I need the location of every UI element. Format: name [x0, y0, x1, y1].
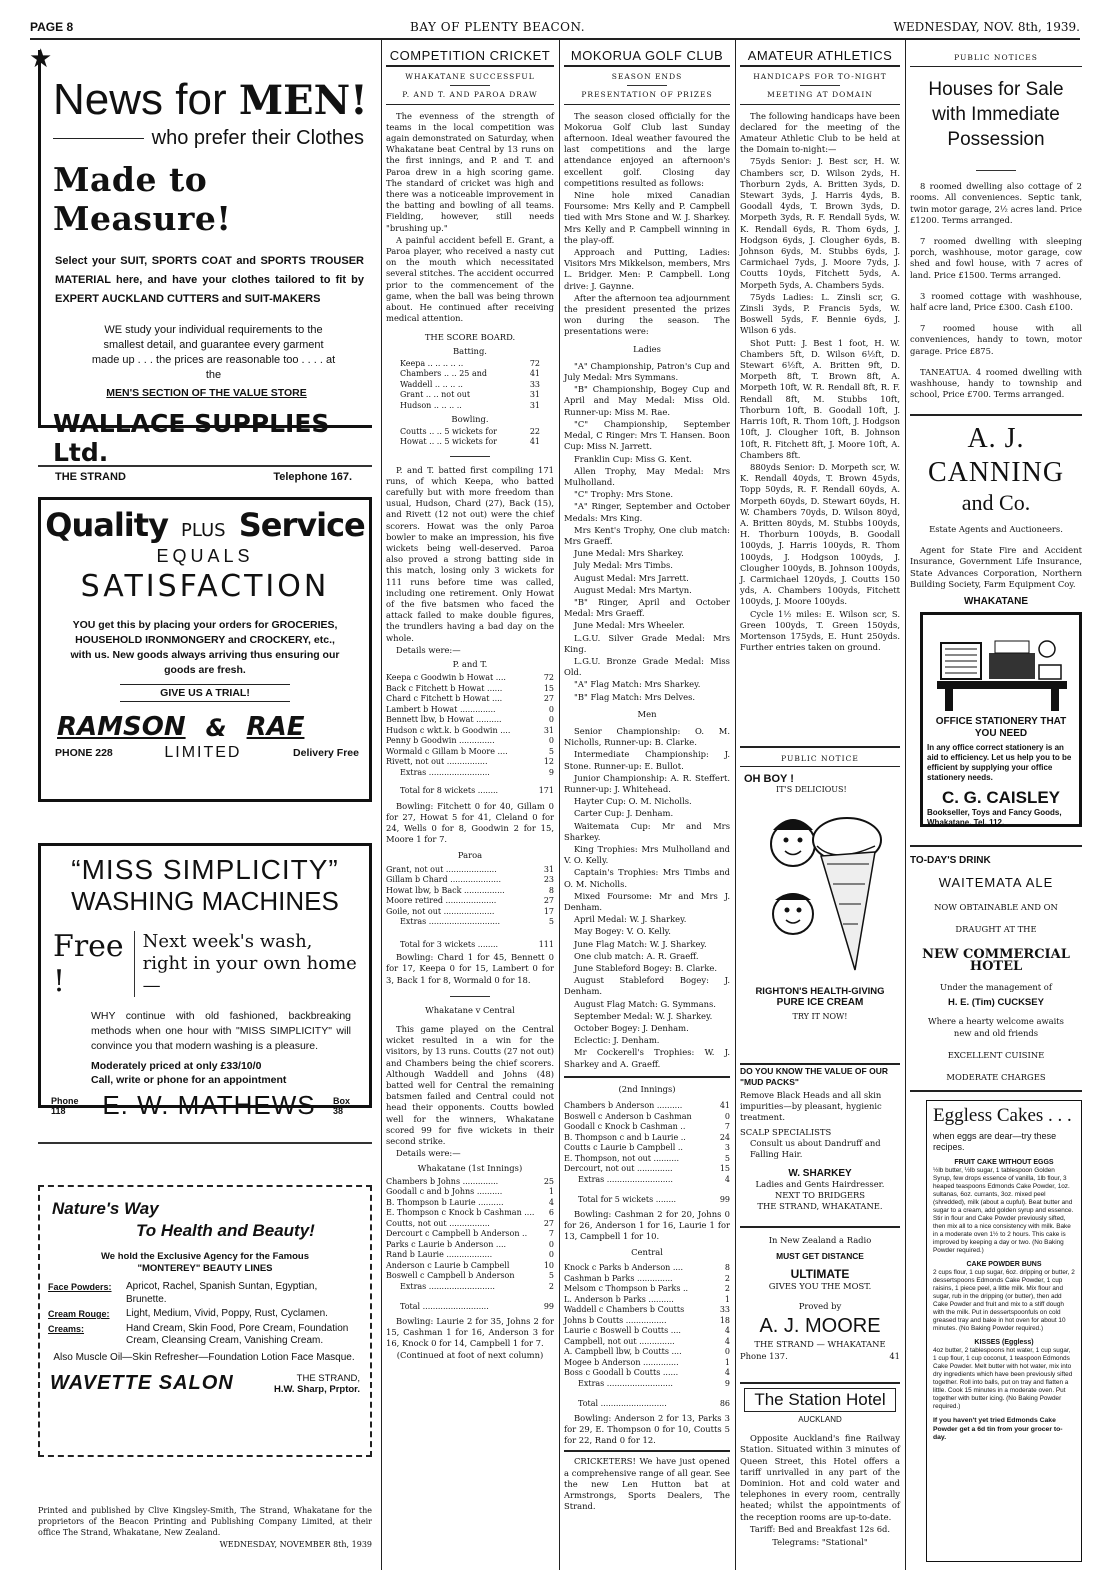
ad-wavette-text-creams: Hand Cream, Skin Food, Pore Cream, Foundation Cream, Cleansing Cream, Vanishing Cream.: [126, 1322, 349, 1346]
hotel-now: NOW OBTAINABLE AND ON: [934, 902, 1058, 912]
score-row: Melsom c Thompson b Parks .. 2: [564, 1284, 730, 1294]
imprint-date: WEDNESDAY, NOVEMBER 8th, 1939: [219, 1540, 372, 1549]
athletics-p4: Shot Putt: J. Best 1 foot, H. W. Chambers 5ft, D. Wilson 6½ft, D. Stewart 6½ft, A. Britten 9ft, D. Morpeth 8ft, T. Brown 8ft, A. Morpeth 10ft, W. R. Rendall 8ft, R. F. Rendall 8ft, M. Stubbs 10ft, Thorburn 10ft, B. Goodall 10ft, J. Harris 10ft, R. Thom 10ft, J. Hodgson 10ft, J. Clougher 10ft, B. Johnson 10ft, R. Fitchett 8ft, J. Moore 10ft, A. Chambers 8ft.: [740, 337, 900, 460]
ad-men-phone: Telephone 167.: [273, 471, 352, 483]
canning-role: Estate Agents and Auctioneers.: [929, 524, 1063, 534]
ad-eggless-cakes: [926, 1100, 1082, 1562]
cricket-batting: Batting.: [453, 345, 487, 356]
ad-men-body: Select your SUIT, SPORTS COAT and SPORTS TROUSER MATERIAL here, and have your clothes tailored to fit by EXPERT AUCKLAND CUTTERS and SUIT-MAKERS: [55, 255, 364, 305]
athletics-heading: AMATEUR ATHLETICS: [747, 48, 893, 63]
score-row: Goodall c and b Johns .......... 1: [386, 1187, 554, 1197]
pt-bowling: Bowling: Fitchett 0 for 40, Gillam 0 for 27, Howat 5 for 41, Cleland 0 for 24, Wells 0 for 8, Goodwin 2 for 15, Moore 1 for 7.: [386, 800, 554, 845]
ad-caisley: [920, 612, 1082, 827]
prize-item: July Medal: Mrs Timbs.: [574, 560, 673, 571]
prize-item: "C" Trophy: Mrs Stone.: [574, 489, 674, 500]
ad-plus: PLUS: [181, 520, 226, 541]
prize-item: Junior Championship: A. R. Steffert. Runner-up: J. Whitehead.: [564, 772, 730, 794]
ad-radio: [740, 1234, 900, 1382]
ad-wavette-text-rouge: Light, Medium, Vivid, Poppy, Rust, Cyclamen.: [126, 1308, 328, 1319]
righton-try: TRY IT NOW!: [792, 1012, 848, 1021]
ad-ramson-delivery: Delivery Free: [293, 747, 359, 759]
score-row: Boswell c Campbell b Anderson 5: [386, 1271, 554, 1281]
ad-simplicity-box: Box 38: [332, 1095, 350, 1116]
cricket-sub1: WHAKATANE SUCCESSFUL: [405, 72, 535, 82]
issue-date: WEDNESDAY, NOV. 8th, 1939.: [893, 20, 1080, 34]
notice-item: 8 roomed dwelling also cottage of 2 rooms. All conveniences. Septic tank, twin motor garage, 2½ acres land. Price £1200. Terms arranged.: [910, 181, 1082, 225]
notice-item: 7 roomed house with all conveniences, handy to town, motor garage. Price £875.: [910, 323, 1082, 356]
cricketers-notice: CRICKETERS! We have just opened a comprehensive range of all gear. See the new Len Hutton bat at Armstrongs, Sports Dealers, The Strand.: [564, 1456, 730, 1512]
mudpacks-street: THE STRAND, WHAKATANE.: [757, 1201, 883, 1211]
hotel-charges: MODERATE CHARGES: [946, 1072, 1046, 1082]
score-row: Extras .......................... 2: [400, 1281, 554, 1291]
prize-item: Franklin Cup: Miss G. Kent.: [574, 453, 692, 464]
eggless-sub: when eggs are dear—try these recipes.: [933, 1131, 1057, 1152]
delicious: IT'S DELICIOUS!: [776, 785, 847, 794]
score-row: Cashman b Parks .............. 2: [564, 1273, 730, 1283]
prize-item: August Medal: Mrs Martyn.: [574, 584, 692, 595]
ad-ramson-name1: RAMSON: [57, 712, 186, 742]
ad-miss-simplicity: [38, 843, 372, 1120]
score-total: Total for 8 wickets ........ 171: [400, 786, 554, 796]
cricket-p4: This game played on the Central wicket resulted in a win for the visitors, by 13 runs. Coutts (27 not out) and Chambers being the chief scorers. Although Waddell and Johns (48) batted well for Central the remaining batsmen failed and Central could not head their opponents. Coutts bowled well for the winners, Whakatane scored 99 for five wickets in their second strike.: [386, 1024, 554, 1147]
prize-item: "A" Flag Match: Mrs Sharkey.: [574, 679, 701, 690]
ad-simplicity-call: Call, write or phone for an appointment: [91, 1074, 287, 1086]
prize-item: "A" Championship, Patron's Cup and July Medal: Mrs Symmans.: [564, 360, 730, 383]
ad-men-firm: WALLACE SUPPLIES Ltd.: [53, 409, 330, 467]
station-tariff: Tariff: Bed and Breakfast 12s 6d.: [749, 1523, 891, 1534]
prize-item: Captain's Trophies: Mrs Timbs and O. M. Nicholls.: [564, 867, 730, 889]
ad-wavette-text-powders: Apricot, Rachel, Spanish Suntan, Egyptian, Brunette.: [126, 1281, 318, 1305]
recipe2: 2 cups flour, 1 cup sugar, 6oz. dripping or butter, 2 dessertspoons Edmonds Cake Powder, 1 cup raisins, 1 piece peel, a little milk. Mix flour and sugar, rub in the dripping (or butter), then add Cake Powder and fruit and mix to a stiff dough with the milk. Put in dessertspoonfuls on cold greased tray and bake in hot oven for about 10 minutes. (No Baking Powder required.): [933, 1269, 1075, 1332]
golf-p1: The season closed officially for the Mokorua Golf Club last Sunday afternoon. Ideal weather favoured the last competitions and the large attendance enjoyed an afternoon's excellent golf. Closing day competitions resulted as follows:: [564, 110, 730, 188]
score-row: Dercourt, not out .............. 15: [564, 1164, 730, 1174]
score-row: Waddell c Chambers b Coutts 33: [564, 1305, 730, 1315]
paroa-bowling: Bowling: Chard 1 for 45, Bennett 0 for 17, Keepa 0 for 15, Lambert 0 for 3, Back 1 for 8, Wormald 0 for 18.: [386, 952, 554, 985]
ad-ramson-phone: PHONE 228: [55, 747, 113, 759]
prize-item: Mr Cockerell's Trophies: W. J. Sharkey and A. Graeff.: [564, 1047, 730, 1069]
ad-wavette-addr1: THE STRAND,: [296, 1372, 360, 1384]
batting-row: Grant .. .. not out 31: [400, 390, 540, 400]
hotel-welcome: Where a hearty welcome awaits new and old friends: [928, 1016, 1064, 1038]
station-name: The Station Hotel: [744, 1388, 896, 1412]
notices-title: PUBLIC NOTICES: [954, 53, 1038, 62]
w1-bowling: Bowling: Laurie 2 for 35, Johns 2 for 15, Cashman 1 for 16, Anderson 3 for 16, Knock 0 for 14, Campbell 1 for 7.: [386, 1315, 554, 1349]
score-total: Total for 3 wickets ........ 111: [400, 939, 554, 949]
score-row: Chard c Fitchett b Howat .... 27: [386, 694, 554, 704]
cricket-bowling: Bowling.: [451, 414, 489, 425]
mudpacks-scalp: SCALP SPECIALISTS: [740, 1127, 832, 1137]
ad-ice-cream: [740, 750, 900, 1040]
mudpacks-body: Remove Black Heads and all skin impurities—by pleasant, hygienic treatment.: [740, 1090, 882, 1122]
score-row: Boswell c Anderson b Cashman 0: [564, 1111, 730, 1121]
righton-brand2: PURE ICE CREAM: [776, 997, 864, 1008]
score-row: A. Campbell lbw, b Coutts .... 0: [564, 1347, 730, 1357]
ad-men-headline: Made to Measure!: [53, 160, 232, 238]
radio-l2: MUST GET DISTANCE: [776, 1251, 864, 1261]
score-row: Knock c Parks b Anderson .... 8: [564, 1263, 730, 1273]
ad-simplicity-next: Next week's wash, right in your own home —: [134, 931, 361, 997]
eggless-title: Eggless Cakes . . .: [933, 1105, 1072, 1126]
prize-item: King Trophies: Mrs Mulholland and V. O. Kelly.: [564, 844, 730, 866]
ad-satisfaction: SATISFACTION: [80, 569, 330, 604]
batting-row: Hudson .. .. .. .. 31: [400, 400, 540, 410]
notice-item: 7 roomed dwelling with sleeping porch, washhouse, motor garage, cow shed and fowl house, with 7 acres of land. Price £1500. Terms arranged.: [910, 236, 1082, 280]
athletics-p5: 880yds Senior: D. Morpeth scr, W. K. Rendall 40yds, T. Brown 45yds, Topp 50yds, R. F. Rendall 60yds, A. Morpeth 60yds, D. Stewart 60yds, H. W. Chambers 70yds, D. Wilson 80yd, A. Britten 80yds, M. Stubbs 100yds, H. Thorburn 100yds, B. Goodall 100yds, J. Harris 100yds, R. Thom 100yds, J. Hodgson 100yds, J. Clougher 100yds, B. Johnson 100yds, J. Carmichael 120yds, J. Coutts 150 yds, A. Chambers 100yds, Fitchett 100yds, J. Moore 100yds.: [740, 461, 900, 607]
score-row: Extras .......................... 4: [578, 1174, 730, 1184]
station-city: AUCKLAND: [798, 1415, 842, 1424]
imprint: [38, 1505, 372, 1567]
ad-ramson-body: YOU get this by placing your orders for GROCERIES, HOUSEHOLD IRONMONGERY and CROCKERY, etc., with us. New goods always arriving thus ensuring our goods are fresh.: [70, 619, 340, 676]
ad-wavette-agency: We hold the Exclusive Agency for the Famous "MONTEREY" BEAUTY LINES: [101, 1251, 309, 1274]
ad-service: Service: [238, 506, 365, 544]
score-row: Hudson c wkt.k. b Goodwin .... 31: [386, 725, 554, 735]
ad-wavette-addr2: H.W. Sharp, Prptor.: [273, 1383, 360, 1395]
ad-ramson-name2: RAE: [246, 712, 305, 742]
cricket-heading: COMPETITION CRICKET: [389, 48, 551, 63]
athletics-sub2: MEETING AT DOMAIN: [767, 90, 873, 100]
score-row: Coutts c Laurie b Campbell .. 3: [564, 1143, 730, 1153]
hotel-ale: WAITEMATA ALE: [938, 875, 1054, 890]
recipe1-title: FRUIT CAKE WITHOUT EGGS: [954, 1159, 1054, 1166]
score-row: B. Thompson c and b Laurie .. 24: [564, 1132, 730, 1142]
score-row: Lambert b Howat .............. 0: [386, 704, 554, 714]
ad-men-section: MEN'S SECTION OF THE VALUE STORE: [106, 387, 307, 399]
radio-num: 41: [889, 1351, 900, 1361]
central-heading: Central: [631, 1247, 663, 1258]
caisley-head: OFFICE STATIONERY THAT YOU NEED: [935, 716, 1067, 739]
radio-phone: Phone 137.: [740, 1351, 788, 1361]
ad-simplicity-price: Moderately priced at only £33/10/0: [91, 1060, 262, 1072]
ad-simplicity-free: Free !: [53, 929, 124, 999]
cricket-details2: Details were:—: [396, 1148, 461, 1159]
hotel-drink: TO-DAY'S DRINK: [910, 855, 991, 866]
score-row: Back c Fitchett b Howat ...... 15: [386, 683, 554, 693]
prize-item: L.G.U. Silver Grade Medal: Mrs King.: [564, 632, 730, 654]
caisley-body: In any office correct stationery is an aid to efficiency. Let us help you to be efficient by supplying your office stationery needs.: [927, 743, 1072, 782]
golf-p2: Nine hole mixed Canadian Foursome: Mrs Kelly and P. Campbell tied with Mrs Stone and W. J. Sharkey. Mrs Kelly and P. Campbell winning in the play-off.: [564, 190, 730, 245]
prize-item: June Medal: Mrs Sharkey.: [574, 548, 684, 559]
prize-item: Mrs Kent's Trophy, One club match: Mrs Graeff.: [564, 524, 730, 546]
hotel-mgmt: Under the management of: [940, 982, 1052, 992]
golf-sub2: PRESENTATION OF PRIZES: [581, 90, 713, 100]
score-row: Goile, not out .................... 17: [386, 906, 554, 916]
prize-item: June Stableford Bogey: B. Clarke.: [574, 963, 718, 974]
wc-heading: Whakatane v Central: [425, 1004, 515, 1015]
score-row: Grant, not out .................... 31: [386, 864, 554, 874]
canning-name1: A. J. CANNING: [927, 423, 1065, 488]
bowling-row: Howat .. .. 5 wickets for 41: [400, 437, 540, 447]
central-bowling: Bowling: Anderson 2 for 13, Parks 3 for 29, E. Thompson 0 for 10, Coutts 5 for 22, Rand 0 for 12.: [564, 1412, 730, 1446]
golf-p3: Approach and Putting, Ladies: Visitors Mrs Mikkelson, members, Mrs L. Bridger. Men: P. Campbell. Long drive: J. Gaynne.: [564, 247, 730, 291]
masthead: [30, 20, 1080, 38]
score-row: Penny b Goodwin .............. 0: [386, 736, 554, 746]
ad-wavette-label-creams: Creams:: [48, 1323, 85, 1334]
score-row: Mogee b Anderson .............. 1: [564, 1357, 730, 1367]
ad-quality: Quality: [45, 506, 168, 544]
ad-ramson-rae: [38, 497, 372, 802]
hotel-mgr: H. E. (Tim) CUCKSEY: [948, 997, 1044, 1008]
column-cricket: [386, 46, 554, 1566]
score-row: B. Thompson b Laurie .......... 4: [386, 1197, 554, 1207]
mudpacks-name: W. SHARKEY: [788, 1168, 852, 1179]
score-row: Johns b Coutts ................ 18: [564, 1315, 730, 1325]
athletics-p6: Cycle 1½ miles: E. Wilson scr, S. Green 100yds, T. Green 150yds, Mortenson 175yds, E. Hunt 250yds. Further entries taken on ground.: [740, 608, 900, 653]
prize-item: "A" Ringer, September and October Medals: Mrs King.: [564, 501, 730, 523]
score-row: Coutts, not out ................ 27: [386, 1218, 554, 1228]
ad-wavette-label-rouge: Cream Rouge:: [48, 1309, 110, 1319]
ad-wavette-salon: [38, 1185, 372, 1457]
canning-name2: and Co.: [961, 490, 1031, 515]
hotel-cuisine: EXCELLENT CUISINE: [947, 1050, 1045, 1060]
recipe3: 4oz butter, 2 tablespoons hot water, 1 cup sugar, 1 cup flour, 1 cup coconut, 1 teaspoon Edmonds Cake Powder. Melt butter with hot water, mix into dry ingredients which have been previously sifted together. Roll into balls, put on tray and flatten a little. Cook 15 minutes in a moderate oven. Put together with butter icing. (No Baking Powder required.): [933, 1347, 1073, 1410]
batting-row: Keepa .. .. .. .. .. 72: [400, 358, 540, 368]
eggless-end: If you haven't yet tried Edmonds Cake Powder get a 6d tin from your grocer to-day.: [933, 1417, 1063, 1441]
score-row: Anderson c Laurie b Campbell 10: [386, 1260, 554, 1270]
score-row: Extras .......................... 9: [578, 1378, 730, 1388]
score-total: Total for 5 wickets ........ 99: [578, 1195, 730, 1205]
golf-p4: After the afternoon tea adjournment the president presented the prizes won during the season. The presentations were:: [564, 292, 730, 337]
prize-item: September Medal: W. J. Sharkey.: [574, 1010, 713, 1021]
cricket-p1: The evenness of the strength of teams in the local competition was again demonstrated on Saturday, when Whakatane beat Central by 13 runs on the first innings, and P. and T. and Paroa drew in a high scoring game. The standard of cricket was high and there was a noticeable improvement in the batting and bowling of all teams. Fielding, however, still needs "brushing up.": [386, 110, 554, 233]
canning-body: Agent for State Fire and Accident Insurance, Government Life Insurance, State Advances Corporation, Northern Building Society, Farm Equipment Coy.: [910, 545, 1082, 589]
prize-item: "B" Ringer, April and October Medal: Mrs Graeff.: [564, 596, 730, 619]
ad-men-title: News for: [53, 75, 239, 124]
ad-men-street: THE STRAND: [55, 471, 126, 483]
notices-houses: Houses for Sale with Immediate Possession: [928, 79, 1064, 151]
mudpacks-next: NEXT TO BRIDGERS: [774, 1190, 866, 1200]
caisley-role: Bookseller, Toys and Fancy Goods, Whakatane. Tel. 112.: [927, 808, 1062, 827]
prize-item: April Medal: W. J. Sharkey.: [574, 914, 687, 925]
mudpacks-consult: Consult us about Dandruff and Falling Hair.: [750, 1138, 881, 1159]
station-body: Opposite Auckland's fine Railway Station. Situated within 3 minutes of Queen Street, this Hotel offers a tariff unrivalled in any part of the Dominion. Hot and cold water and telephones in every room, centrally heated; whilst the appointments of the reception rooms are up-to-date.: [740, 1433, 900, 1522]
score-row: Moore retired .................... 27: [386, 896, 554, 906]
score-row: Extras ........................ 9: [400, 767, 554, 777]
ad-simplicity-title2: WASHING MACHINES: [71, 886, 339, 916]
radio-name: A. J. MOORE: [759, 1315, 881, 1337]
ad-ramson-amp: &: [205, 714, 227, 742]
ad-ramson-trial: GIVE US A TRIAL!: [120, 684, 290, 702]
hotel-name: NEW COMMERCIAL HOTEL: [922, 947, 1070, 974]
canning-town: WHAKATANE: [963, 596, 1029, 608]
score-row: E. Thompson c Knock b Cashman .... 6: [386, 1208, 554, 1218]
prize-item: "B" Championship, Bogey Cup and April and May Medal: Miss Old. Runner-up: Miss M. Rae.: [564, 384, 730, 417]
prize-item: June Flag Match: W. J. Sharkey.: [574, 938, 707, 949]
ad-canning: [910, 422, 1082, 608]
typewriter-illustration: [927, 619, 1077, 714]
ad-commercial-hotel: [910, 855, 1082, 1080]
batting-row: Chambers .. .. 25 and 41: [400, 369, 540, 379]
prize-item: May Bogey: V. O. Kelly.: [574, 926, 671, 937]
ad-mud-packs: [740, 1066, 900, 1216]
score-row: L. Anderson b Parks .......... 1: [564, 1294, 730, 1304]
athletics-p3: 75yds Ladies: L. Zinsli scr, G. Zinsli 3yds, P. Francis 5yds, W. Boswell 5yds, F. Bennie 6yds, J. Wilson 6 yds.: [740, 291, 900, 336]
cricket-scoreboard: THE SCORE BOARD.: [424, 332, 516, 343]
score-row: Wormald c Gillam b Moore .... 5: [386, 746, 554, 756]
prize-item: Hayter Cup: O. M. Nicholls.: [574, 796, 692, 807]
ad-station-hotel: [740, 1386, 900, 1568]
score-row: Rivett, not out ................ 12: [386, 757, 554, 767]
radio-l3: ULTIMATE: [790, 1267, 850, 1281]
prize-item: Intermediate Championship: J. Stone. Runner-up: E. Bullot.: [564, 749, 730, 771]
score-row: Rand b Laurie .................. 0: [386, 1250, 554, 1260]
notice-item: 3 roomed cottage with washhouse, half acre land, Price £300. Cash £100.: [910, 290, 1082, 313]
ad-men-title-bold: MEN!: [238, 77, 368, 124]
column-athletics: [740, 46, 900, 746]
athletics-p1: The following handicaps have been declared for the meeting of the Amateur Athletic Club to be held at the Domain to-night:—: [740, 110, 900, 155]
paper-name: BAY OF PLENTY BEACON.: [410, 20, 586, 34]
score-row: E. Thompson, not out .......... 5: [564, 1153, 730, 1163]
star-icon: ★: [29, 44, 53, 74]
pt-heading: P. and T.: [452, 659, 488, 670]
prize-item: Mixed Foursome: Mr and Mrs J. Denham.: [564, 890, 730, 913]
ad-simplicity-phone: Phone 118: [51, 1095, 79, 1116]
cricket2-bowling: Bowling: Cashman 2 for 20, Johns 0 for 26, Anderson 1 for 16, Laurie 1 for 13, Campbell 1 for 10.: [564, 1208, 730, 1241]
prize-item: October Bogey: J. Denham.: [574, 1023, 689, 1034]
column-golf: [564, 46, 730, 1566]
page-number: PAGE 8: [30, 20, 74, 34]
score-row: Laurie c Boswell b Coutts .... 4: [564, 1326, 730, 1336]
prize-item: August Stableford Bogey: J. Denham.: [564, 975, 730, 997]
paroa-heading: Paroa: [457, 849, 483, 860]
athletics-p2: 75yds Senior: J. Best scr, H. W. Chambers scr, D. Wilson 2yds, H. Thorburn 2yds, A. Britten 3yds, D. Stewart 3yds, J. Harris 4yds, B. Goodall 4yds, T. Brown 3yds, D. Morpeth 3yds, R. F. Rendall 5yds, W. K. Rendall 6yds, R. Thom 6yds, J. Hodgson 6yds, J. Clougher 6yds, B. Johnson 6yds, M. Stubbs 6yds, J. Carmichael 7yds, J. Moore 7yds, J. Coutts 10yds, Fitchett 5yds, A. Morpeth 5yds, A. Chambers 5yds.: [740, 156, 900, 290]
ad-wavette-also: Also Muscle Oil—Skin Refresher—Foundation Lotion Face Masque.: [53, 1351, 355, 1363]
prize-item: "B" Flag Match: Mrs Delves.: [574, 691, 696, 702]
caisley-name: C. G. CAISLEY: [941, 788, 1061, 807]
w1-heading: Whakatane (1st Innings): [417, 1162, 523, 1173]
ad-wavette-salon-name: WAVETTE SALON: [50, 1372, 234, 1394]
golf-heading: MOKORUA GOLF CLUB: [570, 48, 724, 63]
radio-l4: GIVES YOU THE MOST.: [768, 1281, 872, 1291]
ad-ramson-limited: LIMITED: [164, 744, 242, 761]
ad-wavette-title2: To Health and Beauty!: [136, 1221, 315, 1240]
score-row: Chambers b Johns .............. 25: [386, 1176, 554, 1186]
station-tele: Telegrams: "Stational": [772, 1537, 868, 1548]
batting-row: Waddell .. .. .. .. 33: [400, 379, 540, 389]
cricket-p2: A painful accident befell E. Grant, a Paroa player, who received a nasty cut on the mouth which necessitated several stitches. The accident occurred prior to the commencement of the game, when the ball was being thrown about. He continued after receiving medical attention.: [386, 234, 554, 324]
column-notices: [910, 46, 1082, 400]
ad-simplicity-title1: “MISS SIMPLICITY”: [71, 854, 339, 885]
prize-item: Senior Championship: O. M. Nicholls, Runner-up: B. Clarke.: [564, 725, 730, 748]
notice-item: TANEATUA. 4 roomed dwelling with washhouse, handy to township and school, Price £700. Terms arranged.: [910, 366, 1082, 400]
score-row: Howat lbw, b Back ................ 8: [386, 885, 554, 895]
radio-l1: In New Zealand a Radio: [768, 1235, 872, 1245]
score-row: Bennett lbw, b Howat .......... 0: [386, 715, 554, 725]
ad-wavette-title1: Nature's Way: [52, 1199, 159, 1218]
ad-simplicity-body: WHY continue with old fashioned, backbreaking methods when one hour with "MISS SIMPLICITY" will convince you that modern washing is a pleasure.: [91, 1010, 351, 1052]
cricket-continued: (Continued at foot of next column): [396, 1350, 544, 1361]
prize-item: Allen Trophy, May Medal: Mrs Mulholland.: [564, 465, 730, 487]
cricket-details: Details were:—: [396, 644, 461, 655]
cricket-p3: P. and T. batted first compiling 171 runs, of which Keepa, who batted carefully but with more freedom than usual, Hudson, Chard (27), Back (15), and Rivett (12 not out) were the chief scorers. Howat was the only Paroa bowler to make an impression, his five wickets being well-deserved. Paroa also proved a strong batting side in this match, losing only 3 wickets for 111 runs before time was called, including one retirement. Only Howat of the five batsmen who faced the attack failed to make double figures, the trundlers having a bad day on the whole.: [386, 464, 554, 643]
ad-simplicity-name: E. W. MATHEWS: [102, 1090, 316, 1120]
score-row: Parks c Laurie b Anderson .... 0: [386, 1239, 554, 1249]
score-total: Total .......................... 99: [400, 1302, 554, 1312]
mudpacks-role: Ladies and Gents Hairdresser.: [755, 1179, 885, 1189]
score-row: Chambers b Anderson .......... 41: [564, 1101, 730, 1111]
cricket-sub2: P. AND T. AND PAROA DRAW: [402, 90, 538, 100]
recipe2-title: CAKE POWDER BUNS: [966, 1261, 1042, 1268]
golf-men: Men: [637, 708, 657, 719]
cricket2-heading: (2nd Innings): [618, 1083, 676, 1094]
score-row: Keepa c Goodwin b Howat .... 72: [386, 673, 554, 683]
prize-item: L.G.U. Bronze Grade Medal: Miss Old.: [564, 655, 730, 678]
prize-item: August Medal: Mrs Jarrett.: [574, 572, 689, 583]
prize-item: "C" Championship, September Medal, C Ringer: Mrs T. Hansen. Boon Cup: Miss N. Jarrett.: [564, 418, 730, 452]
score-row: Gillam b Chard .................... 23: [386, 875, 554, 885]
bowling-row: Coutts .. .. 5 wickets for 22: [400, 426, 540, 436]
ad-equals: EQUALS: [156, 546, 254, 566]
ad-men-tagline: who prefer their Clothes: [151, 127, 364, 149]
prize-item: One club match: A. R. Graeff.: [574, 950, 699, 961]
prize-item: Eclectic: J. Denham.: [574, 1035, 660, 1046]
prize-item: Waitemata Cup: Mr and Mrs Sharkey.: [564, 820, 730, 842]
recipe3-title: KISSES (Eggless): [974, 1339, 1034, 1346]
golf-sub1: SEASON ENDS: [611, 72, 683, 82]
score-total: Total .......................... 86: [578, 1399, 730, 1409]
righton-brand1: RIGHTON'S HEALTH-GIVING: [755, 986, 885, 997]
ad-wavette-label-powders: Face Powders:: [48, 1282, 112, 1292]
ohboy: OH BOY !: [744, 773, 794, 785]
hotel-draught: DRAUGHT AT THE: [955, 924, 1037, 934]
ad-men-body2: WE study your individual requirements to the smallest detail, and guarantee every garment made up . . . the prices are reasonable too . . . . at the: [91, 324, 336, 381]
score-row: Extras ............................ 5: [400, 917, 554, 927]
ad-men-made-to-measure: [29, 44, 372, 483]
athletics-sub1: HANDICAPS FOR TO-NIGHT: [753, 72, 887, 82]
score-row: Dercourt c Campbell b Anderson .. 7: [386, 1229, 554, 1239]
prize-item: Carter Cup: J. Denham.: [574, 808, 674, 819]
recipe1: ½lb butter, ½lb sugar, 1 tablespoon Golden Syrup, few drops essence of vanilla, 1lb flour, 3 heaped teaspoons Edmonds Cake Powder, 1oz. sultanas, 6oz. currants, 3oz. mixed peel (shredded), milk (about a cupful). Beat butter and sugar to a cream, add golden syrup and essence. Stir in flour and Cake Powder previously sifted, then mix all to a nice consistency with milk. Bake in a moderate oven 1½ to 2 hours. This cake is improved by keeping a day or two. (No Baking Powder required.): [933, 1167, 1074, 1254]
radio-proved: Proved by: [798, 1301, 842, 1311]
prize-item: June Medal: Mrs Wheeler.: [574, 620, 685, 631]
notice-title: PUBLIC NOTICE: [781, 754, 859, 763]
golf-ladies: Ladies: [633, 343, 661, 354]
score-row: Campbell, not out .............. 4: [564, 1336, 730, 1346]
imprint-text: Printed and published by Clive Kingsley-Smith, The Strand, Whakatane for the proprietors of the Beacon Printing and Publishing Company Limited, at their office The Strand, Whakatane, New Zealand.: [38, 1506, 372, 1537]
score-row: Boss c Goodall b Coutts ...... 4: [564, 1368, 730, 1378]
mudpacks-q: DO YOU KNOW THE VALUE OF OUR "MUD PACKS": [740, 1066, 888, 1087]
prize-item: August Flag Match: G. Symmans.: [574, 998, 716, 1009]
radio-addr: THE STRAND — WHAKATANE: [754, 1339, 886, 1349]
ice-cream-illustration: [745, 794, 895, 984]
score-row: Goodall c Knock b Cashman .. 7: [564, 1122, 730, 1132]
